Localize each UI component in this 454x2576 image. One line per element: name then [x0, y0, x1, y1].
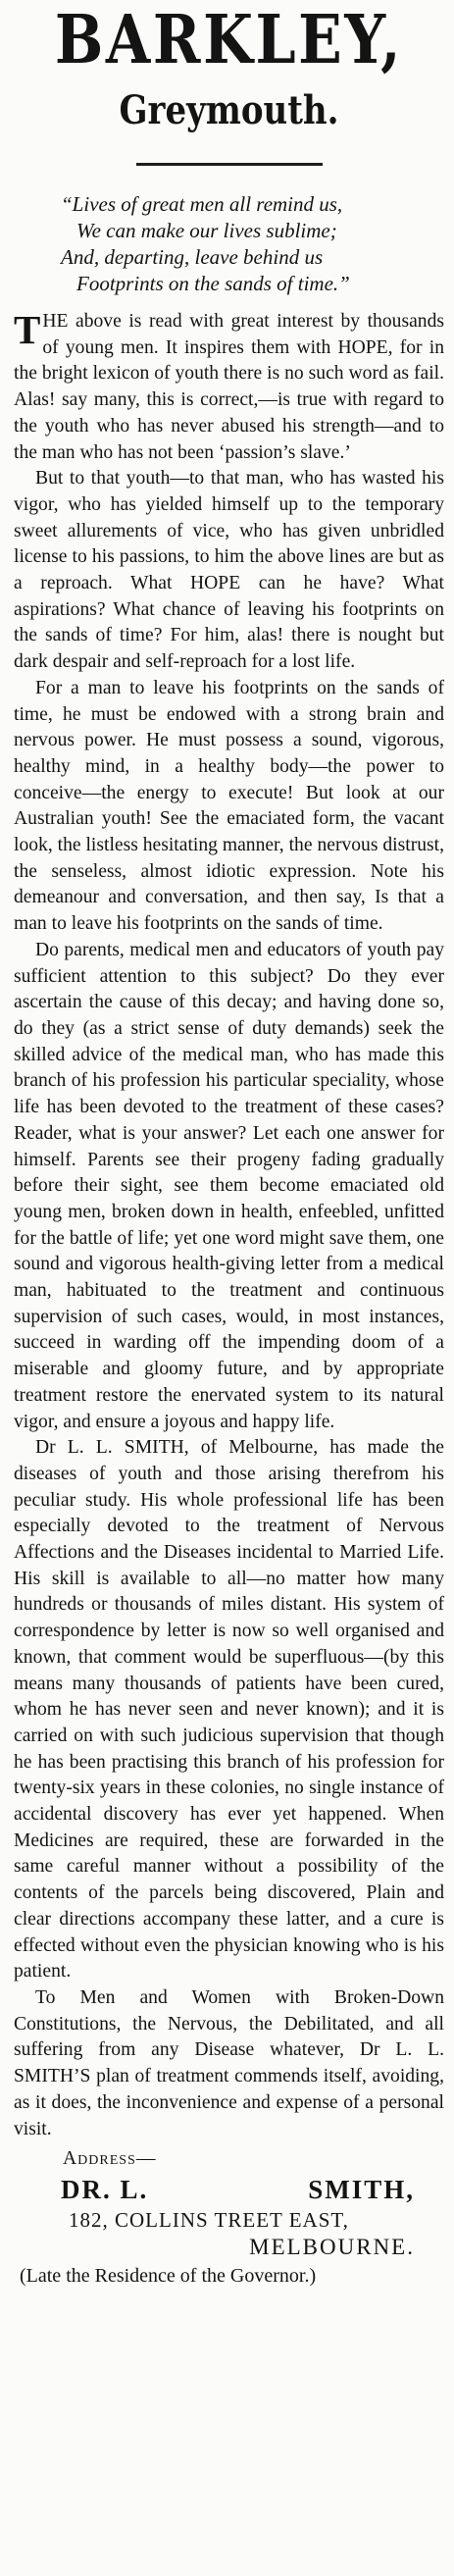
city: MELBOURNE. — [249, 2234, 415, 2259]
paragraph: Dr L. L. SMITH, of Melbourne, has made the diseases of youth and those arising therefrom his peculiar study. His whole professional life has been especially devoted to the treatment of Nervous Affections and the Diseases incidental to Married Life. His skill is available to all—no matter how many hundreds or thousands of miles distant. His system of correspondence by letter is now so well organised and known, that comment would be superfluous—(by this means many thousands of patients have been cured, whom he has never seen and never known); and it is carried on with such judicious supervision that though he has been practising this branch of his profession for twenty-six years in these colonies, no single instance of accidental discovery has ever yet happened. When Medicines are required, these are forwarded in the same careful manner without a possibility of the contents of the parcels being discovered, Plain and clear directions accompany these latter, and a cure is effected without even the physician knowing who is his patient. — [14, 1437, 444, 1983]
poem-quote — [61, 191, 444, 297]
address-block — [14, 2146, 444, 2291]
paragraph — [14, 309, 444, 466]
masthead — [14, 1, 444, 166]
poem-line: “Lives of great men all remind us, — [61, 192, 343, 216]
paragraph: Do parents, medical men and educators of youth pay sufficient attention to this subject? Do they ever ascertain the cause of this decay; and having done so, do they (as a strict sense of duty demands) seek the skilled advice of the medical man, who has made this branch of his profession his particular speciality, whose life has been devoted to the treatment of these cases? Reader, what is your answer? Let each one answer for himself. Parents see their progeny fading gradually before their sight, see them become emaciated old young men, broken down in health, enfeebled, unfitted for the battle of life; yet one word might save them, one sound and vigorous health-giving letter from a medical man, habituated to the treatment and continuous supervision of such cases, would, in most instances, succeed in warding off the impending doom of a miserable and gloomy future, and by appropriate treatment restore the enervated system to its natural vigor, and ensure a joyous and happy life. — [14, 939, 444, 1432]
paragraph-text: HE above is read with great interest by thousands of young men. It inspires them with HOPE, for in the bright lexicon of youth there is no such word as fail. Alas! say many, this is correct,—is true with regard to the youth who has never abused his strength—and to the man who has not been ‘passion’s slave.’ — [14, 311, 444, 463]
paragraph: To Men and Women with Broken-Down Constitutions, the Nervous, the Debilitated, and all suffering from any Disease whatever, Dr L. L. SMITH’S plan of treatment commends itself, avoiding, as it does, the inconvenience and expense of a personal visit. — [14, 1987, 444, 2139]
poem-line: Footprints on the sands of time.” — [76, 272, 350, 295]
address-note: (Late the Residence of the Governor.) — [20, 2264, 317, 2287]
paragraph: For a man to leave his footprints on the sands of time, he must be endowed with a strong brain and nervous power. He must possess a sound, vigorous, healthy mind, in a healthy body—the power to conceive—the energy to execute! But look at our Australian youth! See the emaciated form, the vacant look, the listless hesitating manner, the nervous distrust, the senseless, almost idiotic expression. Note his demeanour and conversation, and then say, Is that a man to leave his footprints on the sands of time. — [14, 677, 444, 935]
street-address: 182, COLLINS TREET EAST, — [69, 2207, 349, 2232]
doctor-name — [14, 2173, 444, 2206]
article-body — [14, 309, 444, 2142]
address-label: Address— — [63, 2148, 157, 2170]
divider-rule — [136, 163, 323, 166]
poem-line: We can make our lives sublime; — [76, 219, 337, 242]
paragraph: But to that youth—to that man, who has wasted his vigor, who has yielded himself up to the temporary sweet allurements of vice, who has given unbridled license to his passions, to him the above lines are but as a reproach. What HOPE can he have? What aspirations? What chance of leaving his footprints on the sands of time? For him, alas! there is nought but dark despair and self-reproach for a lost life. — [14, 468, 444, 673]
doctor-surname: SMITH, — [308, 2174, 415, 2204]
drop-cap: T — [14, 307, 41, 352]
advertiser-title: BARKLEY, — [54, 1, 404, 79]
advertiser-location: Greymouth. — [119, 87, 339, 133]
poem-line: And, departing, leave behind us — [61, 245, 324, 269]
doctor-name-initials: DR. L. — [61, 2174, 149, 2204]
